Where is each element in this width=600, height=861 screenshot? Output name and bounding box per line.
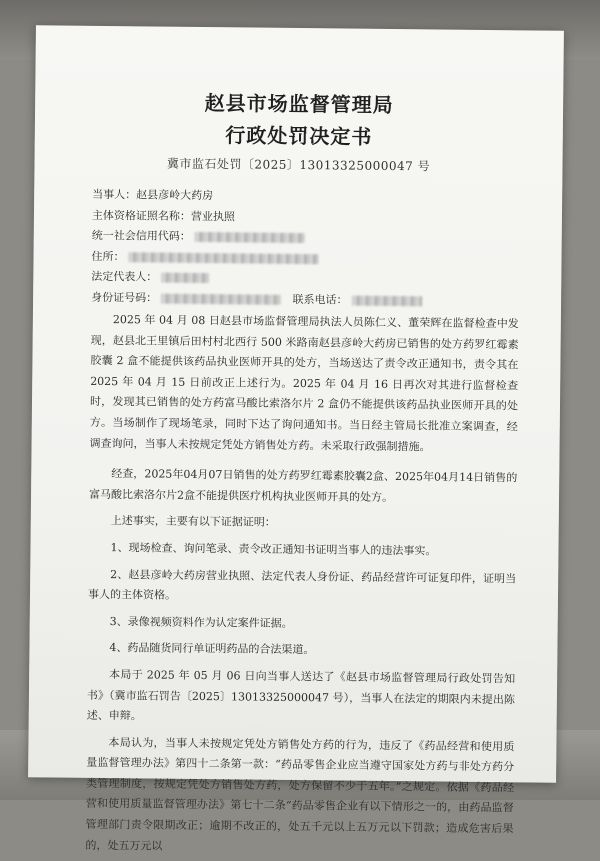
redacted-value [161,273,209,284]
field-label: 主体资格证照名称： [91,208,192,223]
field-label: 住所： [91,249,125,263]
field-value: 营业执照 [190,209,236,223]
paragraph: 1、现场检查、询问笔录、责令改正通知书证明当事人的违法事实。 [110,541,437,558]
redacted-value [161,293,281,304]
paragraph: 本局认为，当事人未按规定凭处方销售处方药的行为，违反了《药品经营和使用质量监督管理办法》第四十二条第一款：“药品零售企业应当遵守国家处方药与非处方药分类管理制度，按规定凭处方销售处方药，处方保留不少于五年。”之规定。依据《药品经营和使用质量监督管理办法》第七十二条“药品零售企业有以下情形之一的，由药品监督管理部门责令限期改正；逾期不改正的，处五千元以上五万元以下罚款；造成危害后果的，处五万元以 [85,735,515,853]
paragraph: 上述事实，主要有以下证据证明： [110,514,276,530]
redacted-value [352,295,422,306]
field-label: 统一社会信用代码： [91,228,191,243]
redacted-value [195,232,305,243]
paragraph: 4、药品随货同行单证明药品的合法渠道。 [109,641,315,657]
paragraph: 3、录像视频资料作为认定案件证据。 [109,614,293,630]
paragraph: 2025 年 04 月 08 日赵县市场监督管理局执法人员陈仁义、董荣辉在监督检查中发现，赵县北王里镇后田村村北西行 500 米路南赵县彦岭大药房已销售的处方药罗红霉素胶囊 2 盒不能提供该药品执业医师开具的处方，当场送达了责令改正通知书，责令其在 2025 年 04 月 15 日前改正上述行为。2025 年 04 月 16 日再次对其进行监督检查时，发现其已销售的处方药富马酸比索洛尔片 2 盒仍不能提供该药品执业医师开具的处方。当场制作了现场笔录，同时下达了询问通知书。当日经主管局长批准立案调查，经调查询问，当事人未按规定凭处方销售处方药。未采取行政强制措施。 [89,313,519,453]
document-body [85,310,519,861]
field-label: 法定代表人： [91,269,158,284]
field-value: 赵县彦岭大药房 [136,188,214,203]
paragraph: 经查，2025年04月07日销售的处方药罗红霉素胶囊2盒、2025年04月14日销售的富马酸比索洛尔片2盒不能提供医疗机构执业医师开具的处方。 [88,467,518,504]
document-title-line1: 赵县市场监督管理局 [204,91,394,118]
field-label: 身份证号码： [91,290,158,305]
field-label-phone: 联系电话： [292,292,348,307]
paragraph: 本局于 2025 年 05 月 06 日向当事人送达了《赵县市场监督管理局行政处罚告知书》（冀市监石罚告〔2025〕13013325000047 号），当事人在法定的期限内未提出陈述、申辩。 [86,667,516,723]
document-paper [28,25,564,853]
document-number: 冀市监石处罚〔2025〕13013325000047 号 [166,156,431,174]
redacted-value [128,252,318,264]
party-info [91,185,562,313]
field-id-number [91,287,561,312]
paragraph: 2、赵县彦岭大药房营业执照、法定代表人身份证、药品经营许可证复印件，证明当事人的主体资格。 [87,567,517,602]
field-label: 当事人： [92,187,137,202]
document-title-line2: 行政处罚决定书 [225,123,373,149]
